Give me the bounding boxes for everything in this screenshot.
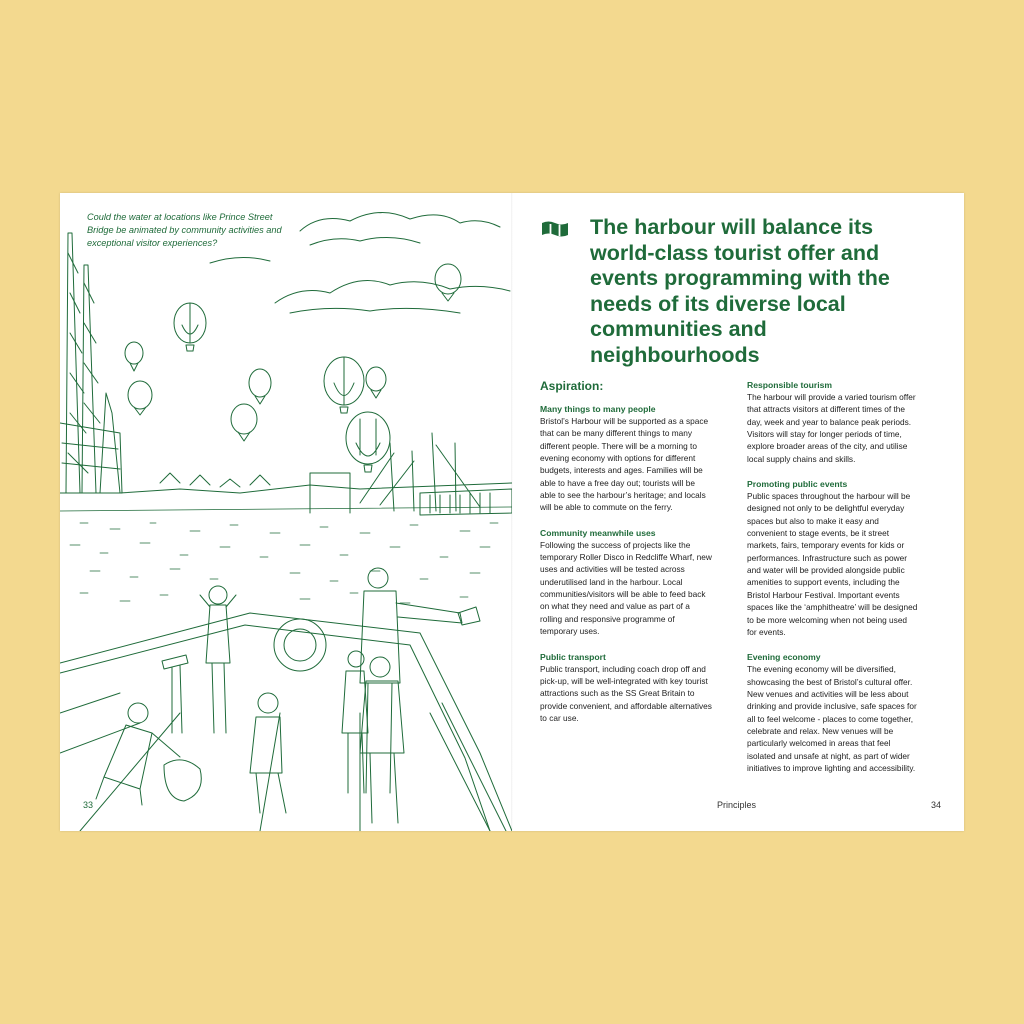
section-title: Evening economy: [747, 652, 821, 663]
section-title: Community meanwhile uses: [540, 527, 656, 538]
cranes: [60, 233, 122, 493]
section-body: Bristol’s Harbour will be supported as a space that can be many different things to many different people. There will be a morning to evening economy with options for different budgets, interests and ages. Families will be able to have a free day out; tourists will be able to see the harbour’s heritage; and locals will be able to commute on the ferry.: [540, 416, 709, 513]
right-page: [512, 193, 964, 831]
skyline: [120, 433, 512, 515]
page-headline: The harbour will balance its world-class tourist offer and events programming with the needs of its diverse local communities and neighbourhoods: [590, 215, 890, 367]
section-title: Public transport: [540, 651, 606, 662]
section-title: Many things to many people: [540, 404, 656, 414]
section-title: Responsible tourism: [747, 380, 832, 390]
left-page: [60, 193, 512, 831]
section-body: Public transport, including coach drop off and pick-up, will be well-integrated with key tourist attractions such as the SS Great Britain to provide convenient, and affordable alternatives to car use.: [540, 663, 712, 723]
section-body: The evening economy will be diversified, showcasing the best of Bristol’s cultural offer. New venues and activities will be less about drinking and provide inclusive, safe spaces for all to feel welcome - places to come together, celebrate and relax. New venues will be particularly welcomed in areas that feel isolated and unsafe at night, as part of wider initiatives to improve lighting and accessibility.: [747, 664, 917, 773]
harbour-illustration: [60, 193, 512, 831]
aspiration-label: Aspiration:: [540, 379, 604, 393]
booklet-spread: [60, 193, 964, 831]
section-title: Promoting public events: [747, 479, 848, 490]
section-body: Following the success of projects like the temporary Roller Disco in Redcliffe Wharf, new uses and activities will be tested across underutilised land in the harbour. Local communities/visitors will be able to feed back on what they need and value as part of a rolling and responsive programme of temporary uses.: [540, 539, 712, 637]
water-ripples: [60, 507, 512, 603]
section-body: Public spaces throughout the harbour will be designed not only to be delightful everyday spaces but also to make it easy and convenient to stage events, be it street markets, fairs, temporary events for kids or performances. Infrastructure such as power and water will be provided alongside public amenities to support events, including the Bristol Harbour Festival. Important events spaces like the ‘amphitheatre’ will be designed to be more welcoming when not being used for events.: [747, 491, 918, 637]
page-number-left: 33: [83, 800, 94, 810]
text-column-right: [747, 379, 919, 787]
page-number-right: 34: [931, 800, 942, 810]
section-body: The harbour will provide a varied tourism offer that attracts visitors at different times of the day, week and year to balance peak periods. Visitors will stay for longer periods of time, explore broader areas of the city, and utilise local supply chains and skills.: [747, 392, 916, 464]
people: [96, 568, 480, 823]
footer-section-label: Principles: [717, 800, 757, 810]
text-column-left: [540, 379, 712, 737]
hot-air-balloons: [125, 264, 461, 472]
boat-deck: [60, 613, 512, 831]
wave-logo-icon: [542, 221, 568, 237]
illustration-caption: Could the water at locations like Prince Street Bridge be animated by community activities and exceptional visitor experiences?: [87, 212, 282, 248]
